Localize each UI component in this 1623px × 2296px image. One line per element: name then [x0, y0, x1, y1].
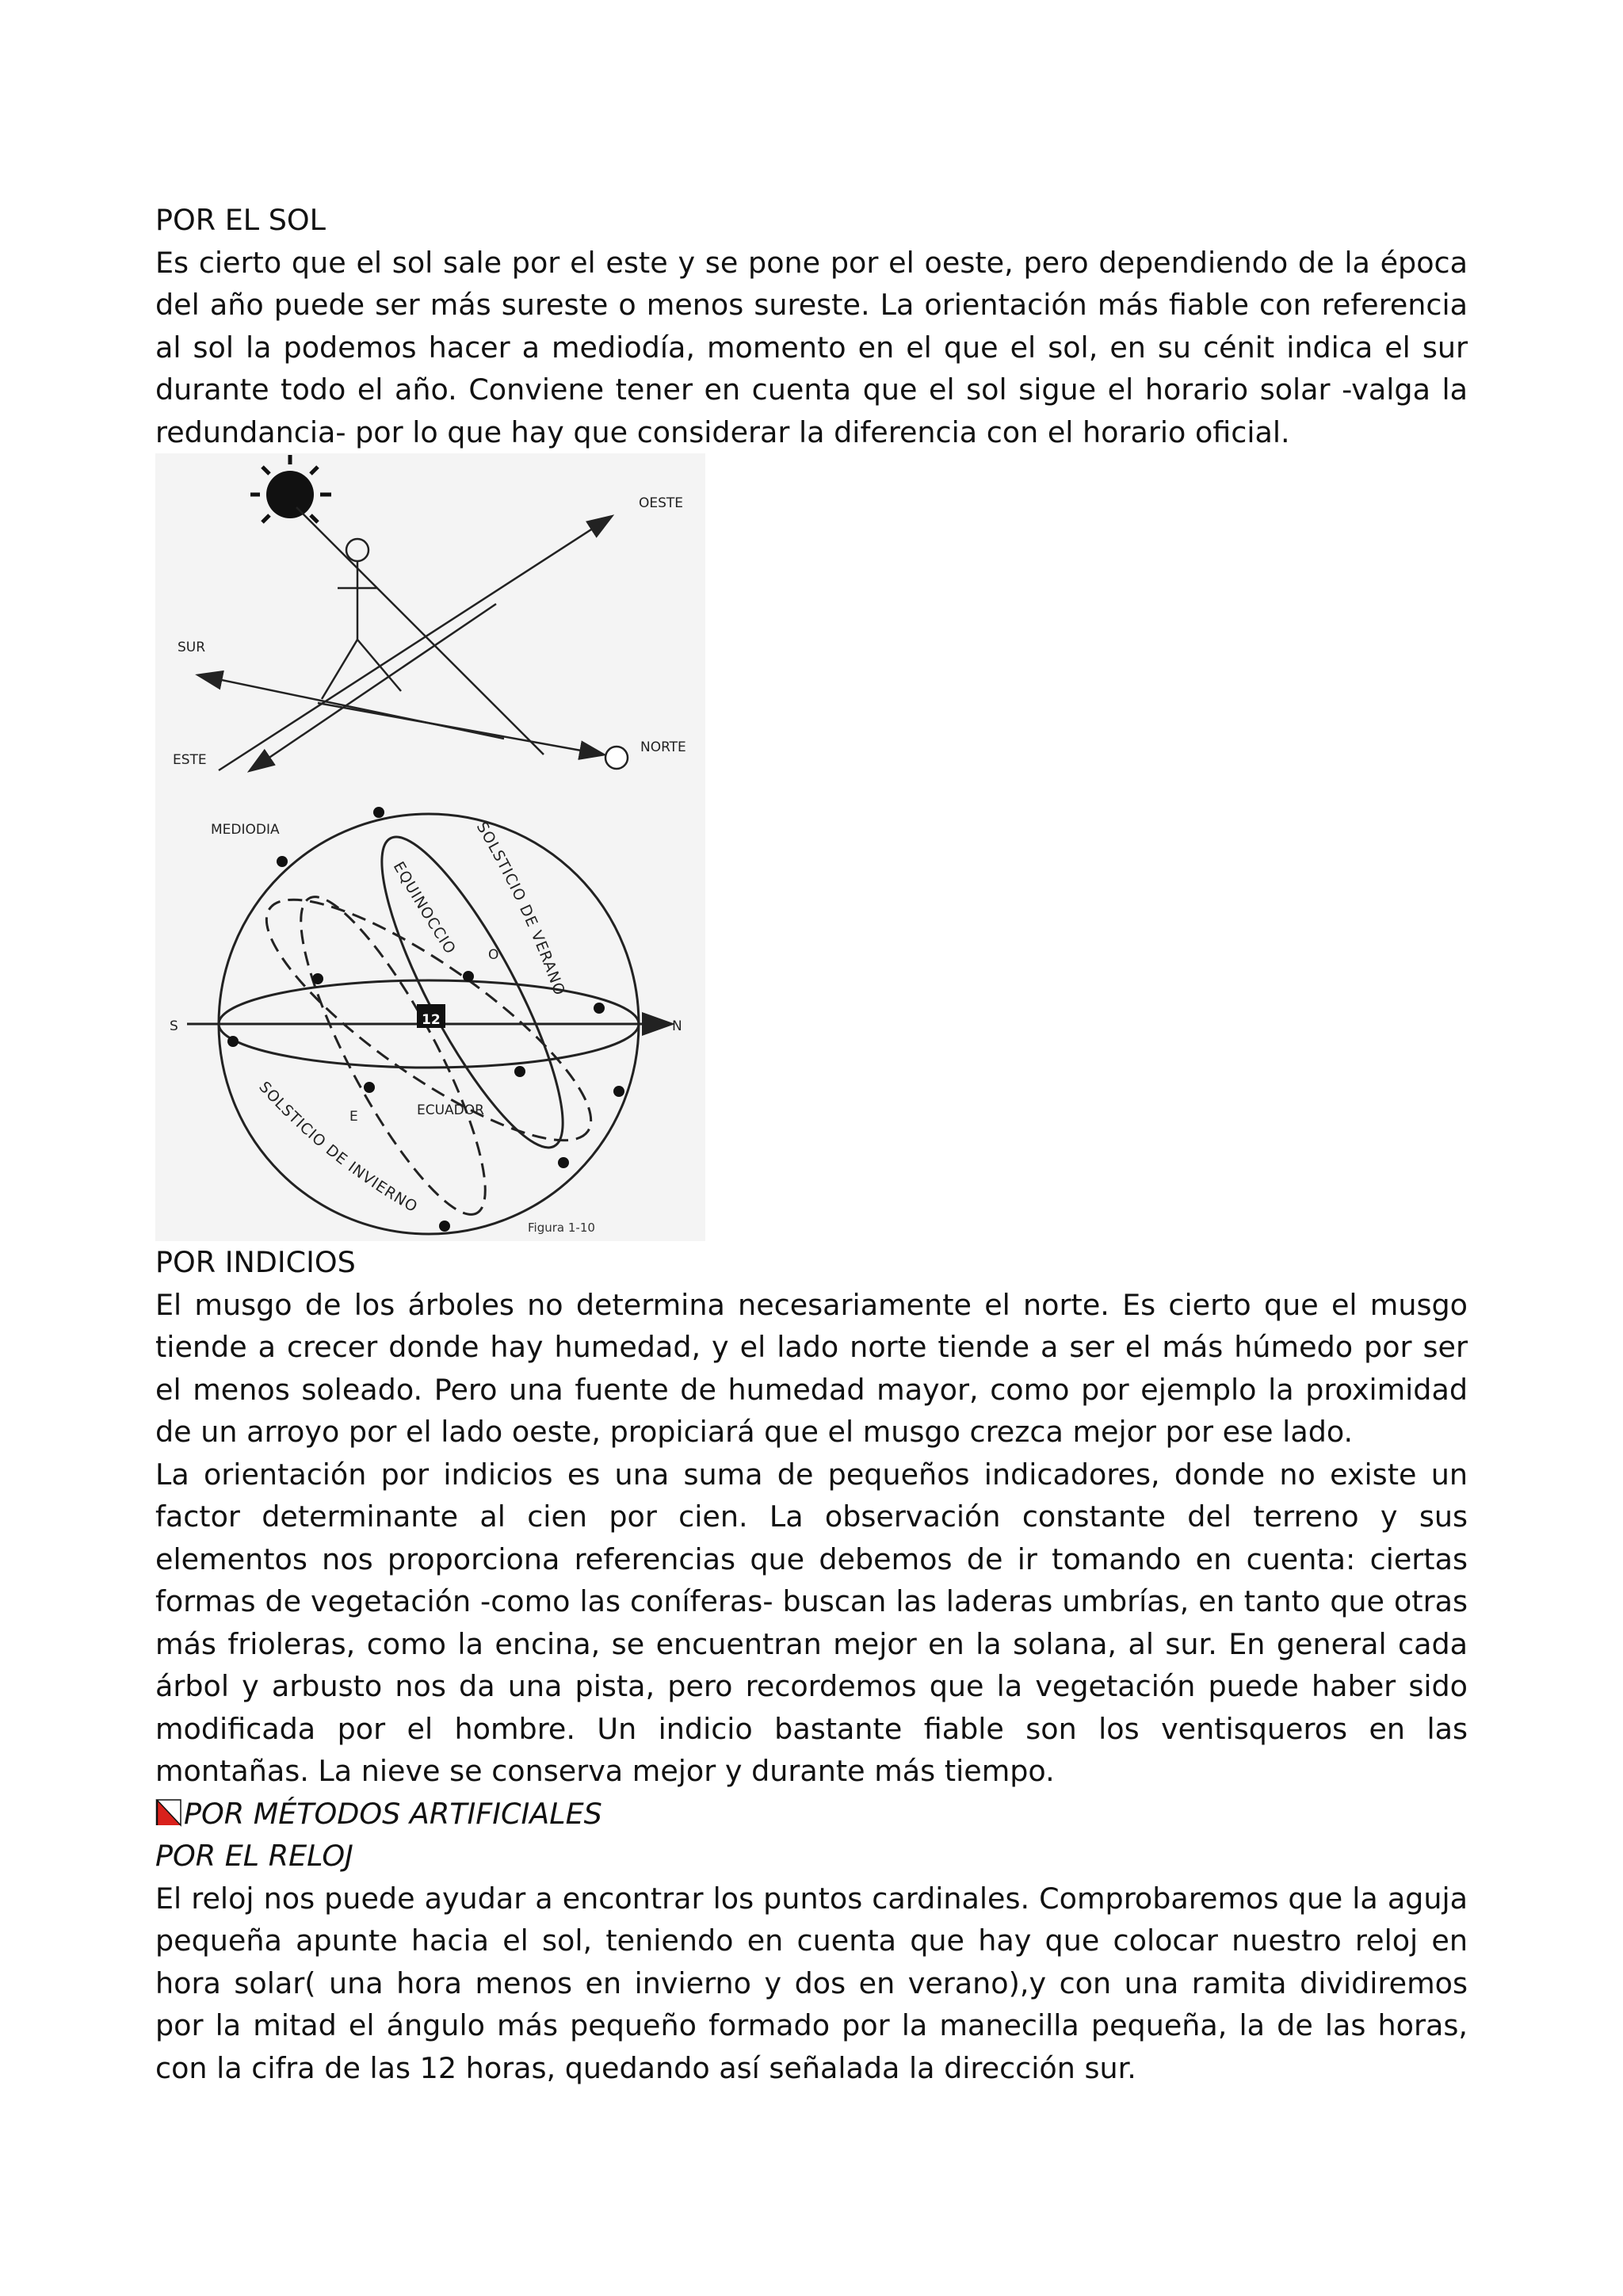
- label-e: E: [349, 1109, 358, 1125]
- label-este: ESTE: [173, 752, 207, 768]
- figure-caption: Figura 1-10: [528, 1221, 595, 1235]
- label-oeste: OESTE: [639, 495, 684, 511]
- section-por-el-sol: [155, 199, 1468, 453]
- person-figure: [322, 539, 401, 699]
- figure-svg: [155, 453, 705, 1241]
- label-o: O: [488, 947, 499, 963]
- section-por-indicios: [155, 1241, 1468, 2089]
- label-n: N: [672, 1018, 682, 1034]
- label-twelve: 12: [422, 1012, 441, 1028]
- label-ecuador: ECUADOR: [417, 1102, 484, 1118]
- heading-por-indicios: POR INDICIOS: [155, 1245, 356, 1279]
- label-solsticio-verano: SOLSTICIO DE VERANO: [472, 819, 569, 999]
- label-solsticio-invierno: SOLSTICIO DE INVIERNO: [255, 1078, 421, 1217]
- moon-icon: [605, 747, 628, 769]
- heading-metodos-artificiales-text: POR MÉTODOS ARTIFICIALES: [184, 1796, 602, 1831]
- paragraph-por-el-reloj: El reloj nos puede ayudar a encontrar los puntos cardinales. Comprobaremos que la aguja pequeña apunte hacia el sol, teniendo en cuenta que hay que colocar nuestro reloj en hora solar( una hora menos en invierno y dos en verano),y con una ramita dividiremos por la mitad el ángulo más pequeño formado por la manecilla pequeña, la de las horas, con la cifra de las 12 horas, quedando así señalada la dirección sur.: [155, 1881, 1468, 2085]
- sun-orientation-figure: [155, 453, 705, 1241]
- label-s: S: [170, 1018, 178, 1034]
- label-equinoccio: EQUINOCCIO: [389, 858, 460, 958]
- heading-por-el-reloj: POR EL RELOJ: [155, 1839, 353, 1873]
- red-flag-icon: [155, 1798, 182, 1827]
- paragraph-indicios-1: El musgo de los árboles no determina necesariamente el norte. Es cierto que el musgo tiende a crecer donde hay humedad, y el lado norte tiende a ser el más húmedo por ser el menos soleado. Pero una fuente de humedad mayor, como por ejemplo la proximidad de un arroyo por el lado oeste, propiciará que el musgo crezca mejor por ese lado.: [155, 1287, 1468, 1449]
- paragraph-por-el-sol: Es cierto que el sol sale por el este y se pone por el oeste, pero dependiendo de la época del año puede ser más sureste o menos sureste. La orientación más fiable con referencia al sol la podemos hacer a mediodía, momento en el que el sol, en su cénit indica el sur durante todo el año. Conviene tener en cuenta que el sol sigue el horario solar -valga la redundancia- por lo que hay que considerar la diferencia con el horario oficial.: [155, 245, 1468, 449]
- heading-metodos-artificiales: [155, 1793, 1468, 1836]
- label-norte: NORTE: [640, 739, 686, 755]
- paragraph-indicios-2: La orientación por indicios es una suma de pequeños indicadores, donde no existe un factor determinante al cien por cien. La observación constante del terreno y sus elementos nos proporciona referencias que debemos de ir tomando en cuenta: ciertas formas de vegetación -como las coníferas- buscan las laderas umbrías, en tanto que otras más frioleras, como la encina, se encuentran mejor en la solana, al sur. En general cada árbol y arbusto nos da una pista, pero recordemos que la vegetación puede haber sido modificada por el hombre. Un indicio bastante fiable son los ventisqueros en las montañas. La nieve se conserva mejor y durante más tiempo.: [155, 1457, 1468, 1788]
- label-sur: SUR: [178, 640, 206, 655]
- heading-por-el-sol: POR EL SOL: [155, 203, 326, 237]
- sun-icon: [250, 455, 331, 522]
- label-mediodia: MEDIODIA: [211, 822, 280, 838]
